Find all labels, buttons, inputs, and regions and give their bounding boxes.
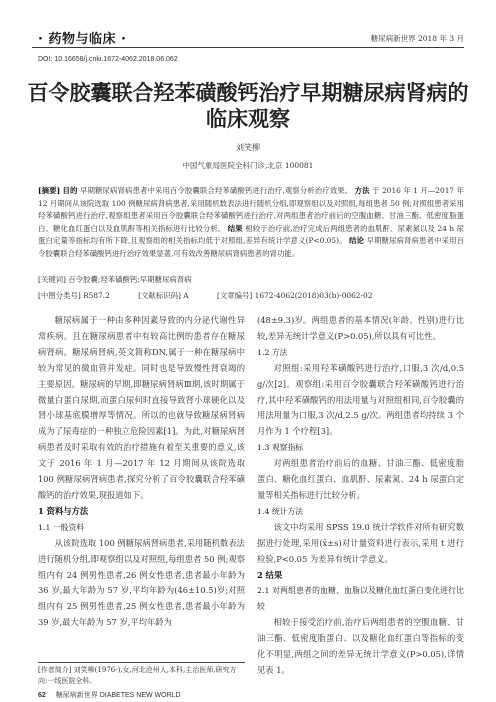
result-text: 相较于治疗前,治疗完成后两组患者的血肌酐、尿素氮以及 24 h 尿蛋白定量等指标均有所下降,且观察组的相关指标均低于对照组,差异有统计学意义(P<0.05)。 (38, 223, 464, 246)
article-title-line1: 百令胶囊联合羟苯磺酸钙治疗早期糖尿病肾病的 (27, 80, 469, 105)
conclusion-label: 结论 (349, 236, 365, 246)
classification (38, 290, 464, 301)
conclusion-text: 早期糖尿病肾病患者中采用百令胶囊联合羟苯磺酸钙进行治疗效果显著,可有效改善糖尿病肾病患者的肾功能。 (38, 236, 464, 258)
subsection-heading-2-1: 2.1 对两组患者的血糖、血脂以及糖化血红蛋白变化进行比较 (257, 586, 464, 612)
document-code: [文献标识码] A (138, 291, 189, 300)
purpose-label: 目的 (62, 186, 78, 195)
method-text: 于 2016 年 1 月—2017 年 12 月期间从该院选取 100 例糖尿病肾病患者,采用随机数表法进行随机分组,即观察组以及对照组,每组患者 50 例;对照组患者采用羟苯磺酸钙进行治疗,观察组患者采用百令胶囊联合羟苯磺酸钙进行治疗,对两组患者治疗前后的空腹血糖、甘油三酯、低密度脂蛋白、糖化血红蛋白以及血肌酐等相关指标进行比较分析。 (38, 186, 464, 233)
paragraph-1-4: 该文中均采用 SPSS 19.0 统计学软件对所有研究数据进行处理,采用(x̄±s)对计量资料进行表示,采用 t 进行检验,P<0.05 为差异有统计学意义。 (257, 521, 464, 564)
affiliation: 中国气象局医院全科门诊,北京 100081 (182, 161, 314, 170)
subsection-heading-1-3: 1.3 观察指标 (257, 443, 304, 453)
article-title-line2: 临床观察 (206, 106, 290, 131)
header-rule (32, 47, 464, 48)
author: 刘笑柳 (236, 143, 260, 152)
section-heading-1: 1 资料与方法 (38, 505, 89, 516)
paragraph-1-3: 对两组患者治疗前后的血糖、甘油三酯、低密度脂蛋白、糖化血红蛋白、血肌酐、尿素氮、24 h 尿蛋白定量等相关指标进行比较分析。 (257, 458, 464, 500)
page-header (0, 0, 496, 46)
paragraph-1-2: 对照组:采用羟苯磺酸钙进行治疗,口服,3 次/d,0.5 g/次[2]。观察组:采用百令胶囊联合羟苯磺酸钙进行治疗,其中羟苯磺酸钙的用法用量与对照组相同,百令胶囊的用法用量为口服,3 次/d,2.5 g/次。两组患者均持续 3 个月作为 1 个疗程[3]。 (257, 362, 464, 437)
purpose-text: 早期糖尿病肾病患者中采用百令胶囊联合羟苯磺酸钙进行治疗,观察分析治疗效果。 (80, 186, 353, 195)
result-label: 结果 (227, 223, 243, 233)
doi: DOI: 10.16658/j.cnki.1672-4062.2018.06.062 (38, 56, 178, 63)
clc-number: [中图分类号] R587.2 (38, 291, 110, 300)
journal-header: 糖尿病新世界 2018 年 3 月 (370, 34, 464, 43)
left-column (38, 313, 245, 631)
paragraph-1-1: 从该院选取 100 例糖尿病肾病患者,采用随机数表法进行随机分组,即观察组以及对照组,每组患者 50 例;观察组内有 24 例男性患者,26 例女性患者,患者最小年龄为 36 岁,最大年龄为 57 岁,平均年龄为(46±10.5)岁;对照组内有 25 例男性患者,25 例女性患者,患者最小年龄为 39 岁,最大年龄为 57 岁,平均年龄为 (38, 537, 245, 628)
paragraph-2-1: 相较于接受治疗前,治疗后两组患者的空腹血糖、甘油三酯、低密度脂蛋白、以及糖化血红蛋白等指标的变化不明显,两组之间的差异无统计学意义(P>0.05),详情见表 1。 (257, 617, 464, 675)
section-tag: · 药物与临床 · (38, 32, 127, 47)
footer-journal: 糖尿病新世界 DIABETES NEW WORLD (55, 692, 181, 699)
subsection-heading-1-4: 1.4 统计方法 (257, 506, 304, 516)
page-number: 62 (38, 692, 46, 699)
subsection-heading-1-1: 1.1 一般资料 (38, 522, 85, 532)
article-number: [文章编号] 1672-4062(2018)03(b)-0062-02 (216, 291, 373, 300)
paragraph-1-1-cont: (48±9.3)岁。两组患者的基本情况(年龄、性别)进行比较,差异无统计学意义(P>0.05),所以具有可比性。 (257, 315, 464, 341)
section-heading-2: 2 结果 (257, 569, 283, 580)
keywords: [关键词] 百令胶囊;羟苯磺酸钙;早期糖尿病肾病 (38, 275, 192, 284)
method-label: 方法 (354, 186, 370, 195)
author-footnote: [作者简介] 刘笑柳(1976-),女,河北沧州人,本科,主治医师,研究方向:一线医院全科。 (38, 662, 245, 687)
abstract (38, 185, 464, 261)
intro-paragraph: 糖尿病属于一种由多种因素导致的内分泌代谢性异常疾病。且在糖尿病患者中有较高比例的患者存在糖尿病肾病。糖尿病肾病,英文简称DN,属于一种在糖尿病中较为常见的微血管并发症。同时也是导致慢性肾衰竭的主要原因。糖尿病的早期,即糖尿病肾病Ⅲ期,该时期属于微量白蛋白尿期,而蛋白尿何时直接导致肾小球硬化以及肾小球基底膜增厚等情况。所以的也就导致糖尿病肾病成为了尿毒症的一种独立危险因素[1]。为此,对糖尿病肾病患者及时采取有效的治疗措施有着至关重要的意义,该文于 2016 年 1 月—2017 年 12 月期间从该院选取 100 例糖尿病肾病患者,探究分析了百令胶囊联合羟苯磺酸钙的治疗效果,现报道如下。 (38, 315, 245, 500)
subsection-heading-1-2: 1.2 方法 (257, 347, 288, 357)
page-footer (38, 690, 181, 700)
abstract-label: [摘要] (38, 186, 61, 195)
right-column (257, 313, 464, 679)
